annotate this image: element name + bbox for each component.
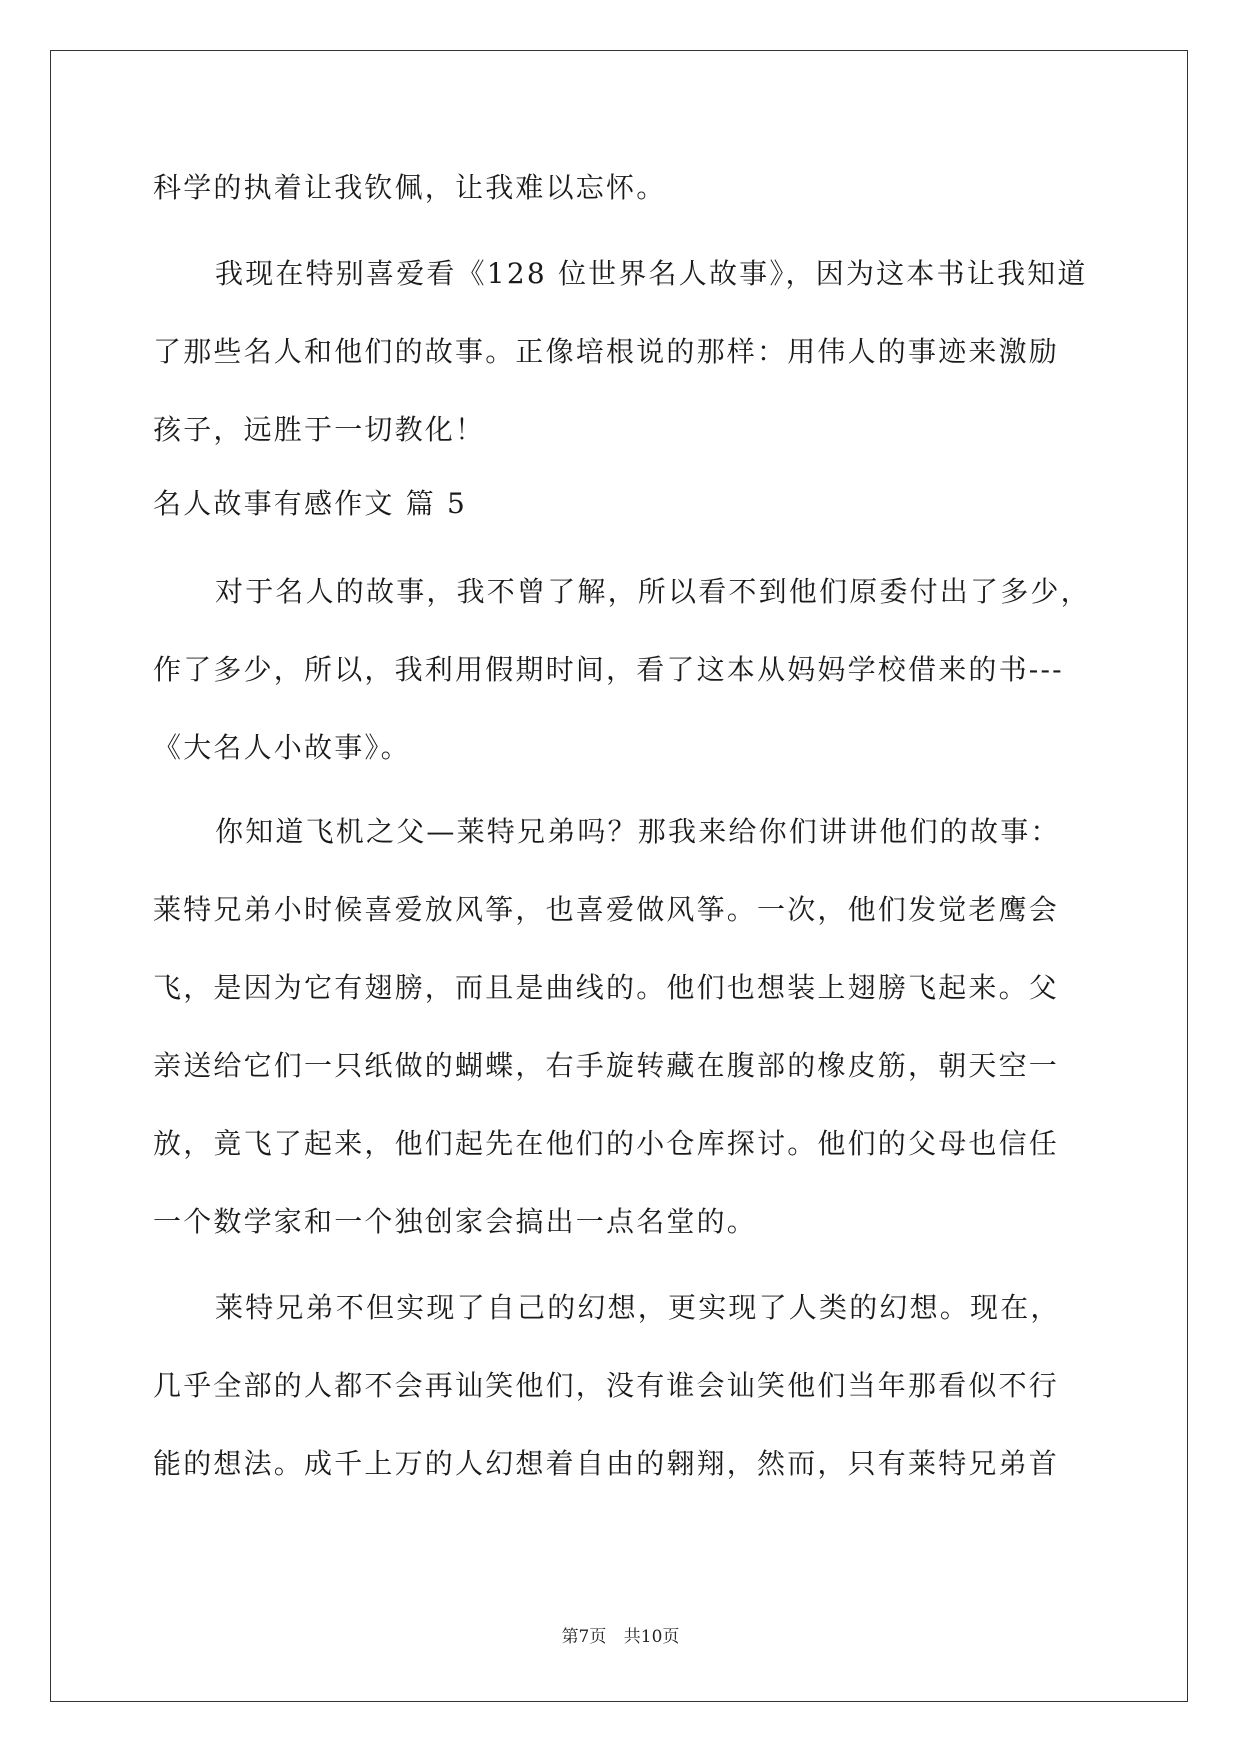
text-line-8: 《大名人小故事》。 xyxy=(153,731,411,764)
text-line-1: 科学的执着让我钦佩，让我难以忘怀。 xyxy=(153,171,667,204)
page-number: 第7页 xyxy=(561,1627,607,1647)
text-line-7: 作了多少，所以，我利用假期时间，看了这本从妈妈学校借来的书--- xyxy=(153,653,1064,686)
paragraph-line-9: 你知道飞机之父—莱特兄弟吗？那我来给你们讲讲他们的故事： xyxy=(215,815,1061,848)
text-line-11: 飞，是因为它有翅膀，而且是曲线的。他们也想装上翅膀飞起来。父 xyxy=(153,971,1060,1004)
text-line-13: 放，竟飞了起来，他们起先在他们的小仓库探讨。他们的父母也信任 xyxy=(153,1127,1060,1160)
section-heading: 名人故事有感作文 篇 5 xyxy=(153,487,468,520)
paragraph-line-15: 莱特兄弟不但实现了自己的幻想，更实现了人类的幻想。现在， xyxy=(215,1291,1061,1324)
page-footer xyxy=(0,1622,1241,1647)
text-line-3: 了那些名人和他们的故事。正像培根说的那样：用伟人的事迹来激励 xyxy=(153,335,1060,368)
text-line-14: 一个数学家和一个独创家会搞出一点名堂的。 xyxy=(153,1205,758,1238)
text-line-10: 莱特兄弟小时候喜爱放风筝，也喜爱做风筝。一次，他们发觉老鹰会 xyxy=(153,893,1060,926)
text-line-17: 能的想法。成千上万的人幻想着自由的翱翔，然而，只有莱特兄弟首 xyxy=(153,1447,1060,1480)
page-total: 共10页 xyxy=(623,1627,680,1647)
text-line-12: 亲送给它们一只纸做的蝴蝶，右手旋转藏在腹部的橡皮筋，朝天空一 xyxy=(153,1049,1060,1082)
text-line-4: 孩子，远胜于一切教化！ xyxy=(153,413,486,446)
paragraph-line-2: 我现在特别喜爱看《128 位世界名人故事》，因为这本书让我知道 xyxy=(215,257,1088,290)
paragraph-line-6: 对于名人的故事，我不曾了解，所以看不到他们原委付出了多少， xyxy=(215,575,1091,608)
text-line-16: 几乎全部的人都不会再讪笑他们，没有谁会讪笑他们当年那看似不行 xyxy=(153,1369,1060,1402)
